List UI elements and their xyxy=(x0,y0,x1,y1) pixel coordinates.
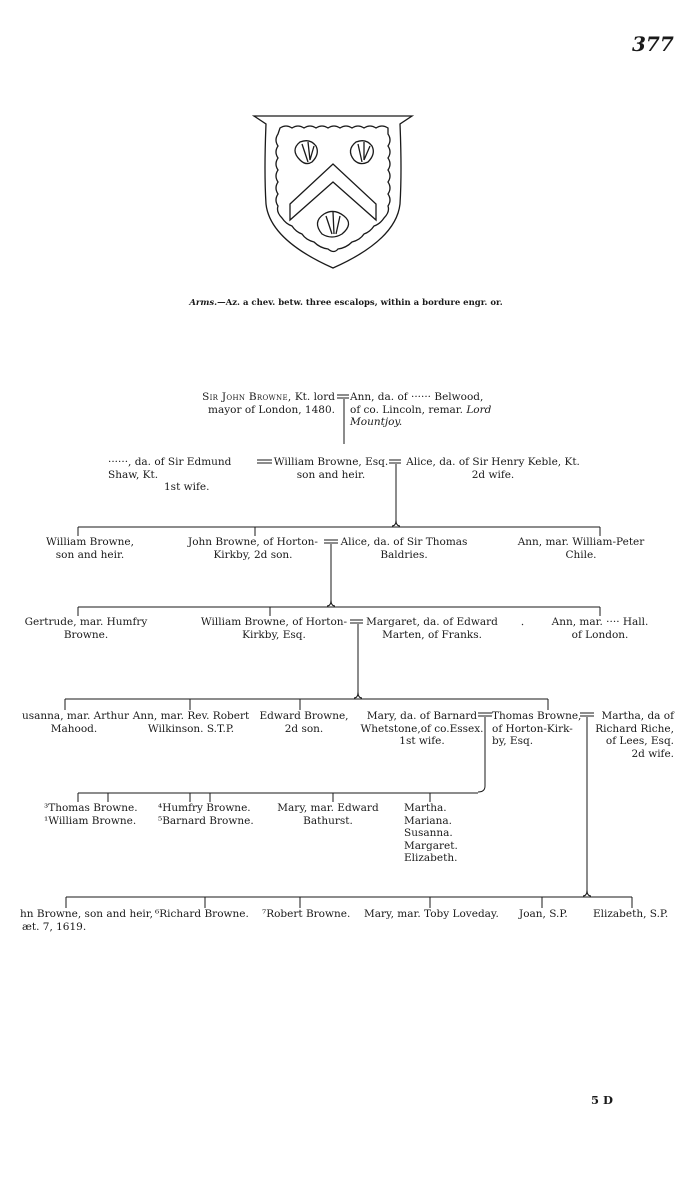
ann-hall-line-2: of London. xyxy=(571,628,629,641)
signature-mark: 5 D xyxy=(591,1093,613,1107)
gertrude-line-1: Gertrude, mar. Humfry xyxy=(24,616,148,628)
margaret-line-2: Marten, of Franks. xyxy=(382,628,482,641)
william-gen4-line-1: William Browne, of Horton- xyxy=(200,616,348,628)
william-browne-line-2: son and heir. xyxy=(296,468,366,481)
ann-belwood-line-3: Mountjoy. xyxy=(350,416,403,428)
alice-keble-line-1: Alice, da. of Sir Henry Keble, Kt. xyxy=(406,456,580,468)
page-number: 377 xyxy=(632,32,674,56)
john-gen3-line-2: Kirkby, 2d son. xyxy=(213,548,293,561)
daughter-name: Margaret. xyxy=(404,839,458,852)
daughter-name: Mariana. xyxy=(404,814,453,827)
joan-entry: Joan, S.P. xyxy=(519,908,568,920)
mary-loveday-entry: Mary, mar. Toby Loveday. xyxy=(364,908,499,920)
sir-john-line-2: mayor of London, 1480. xyxy=(208,403,335,416)
gertrude-line-2: Browne. xyxy=(63,628,109,641)
sons-b-line-1: ⁴Humfry Browne. xyxy=(158,802,251,814)
mary-whetstone-line-3: 1st wife. xyxy=(399,735,445,747)
john-gen3-line-1: John Browne, of Horton- xyxy=(188,536,318,548)
susanna-line-1: usanna, mar. Arthur xyxy=(22,710,129,722)
alice-keble-line-2: 2d wife. xyxy=(471,468,515,481)
sir-john-name: Sir John Browne, xyxy=(202,391,292,403)
thomas-line-2: of Horton-Kirk- xyxy=(492,722,573,735)
mary-whetstone-line-1: Mary, da. of Barnard xyxy=(366,710,478,722)
elizabeth-entry: Elizabeth, S.P. xyxy=(593,908,669,920)
ann-chile-line-1: Ann, mar. William-Peter xyxy=(517,536,645,548)
daughter-name: Susanna. xyxy=(404,827,453,839)
first-wife-line-1: ······, da. of Sir Edmund xyxy=(108,456,232,468)
thomas-line-3: by, Esq. xyxy=(492,735,534,747)
martha-line-3: of Lees, Esq. xyxy=(605,735,674,747)
john-1619-line-1: hn Browne, son and heir, xyxy=(20,908,153,920)
arms-label: Arms. xyxy=(189,298,218,308)
william-gen3-line-1: William Browne, xyxy=(46,536,134,548)
ann-wilkinson-line-2: Wilkinson. S.T.P. xyxy=(147,722,235,735)
mary-bathurst-line-2: Bathurst. xyxy=(303,814,353,827)
edward-line-1: Edward Browne, xyxy=(259,710,349,722)
sons-b-line-2: ⁵Barnard Browne. xyxy=(158,814,254,827)
alice-baldries-line-2: Baldries. xyxy=(380,548,428,561)
martha-line-4: 2d wife. xyxy=(631,747,674,760)
mary-whetstone-line-2: Whetstone,of co.Essex. xyxy=(360,722,484,735)
martha-line-1: Martha, da of xyxy=(601,710,674,722)
first-wife-line-2: Shaw, Kt. xyxy=(108,468,159,481)
sir-john-title: Kt. lord xyxy=(291,391,335,403)
ann-chile-line-2: Chile. xyxy=(565,548,597,561)
daughter-name: Martha. xyxy=(404,802,447,814)
first-wife-line-3: 1st wife. xyxy=(164,481,210,493)
sons-a-line-2: ¹William Browne. xyxy=(44,814,137,827)
robert-browne-entry: ⁷Robert Browne. xyxy=(262,908,351,920)
ann-belwood-line-2: of co. Lincoln, remar. xyxy=(350,403,463,416)
richard-browne-entry: ⁶Richard Browne. xyxy=(155,908,249,920)
ann-belwood-line-1: Ann, da. of ······ Belwood, xyxy=(350,391,484,403)
william-gen3-line-2: son and heir. xyxy=(55,548,125,561)
edward-line-2: 2d son. xyxy=(284,722,324,735)
alice-baldries-line-1: Alice, da. of Sir Thomas xyxy=(340,536,468,548)
william-gen4-line-2: Kirkby, Esq. xyxy=(242,628,306,641)
arms-text: —Az. a chev. betw. three escalops, within a bordure engr. or. xyxy=(217,298,503,308)
william-browne-line-1: William Browne, Esq. xyxy=(273,456,389,468)
daughter-name: Elizabeth. xyxy=(404,852,458,864)
ann-wilkinson-line-1: Ann, mar. Rev. Robert xyxy=(132,710,250,722)
susanna-line-2: Mahood. xyxy=(50,722,98,735)
sons-a-line-1: ³Thomas Browne. xyxy=(44,802,138,814)
margaret-line-1: Margaret, da. of Edward xyxy=(366,616,498,628)
thomas-line-1: Thomas Browne, xyxy=(492,710,582,722)
martha-line-2: Richard Riche, xyxy=(595,722,674,735)
john-1619-line-2: æt. 7, 1619. xyxy=(22,920,87,933)
ann-hall-line-1: Ann, mar. ···· Hall. xyxy=(551,616,649,628)
ann-belwood-line-2-italic: Lord xyxy=(466,403,492,416)
mary-bathurst-line-1: Mary, mar. Edward xyxy=(277,802,379,814)
